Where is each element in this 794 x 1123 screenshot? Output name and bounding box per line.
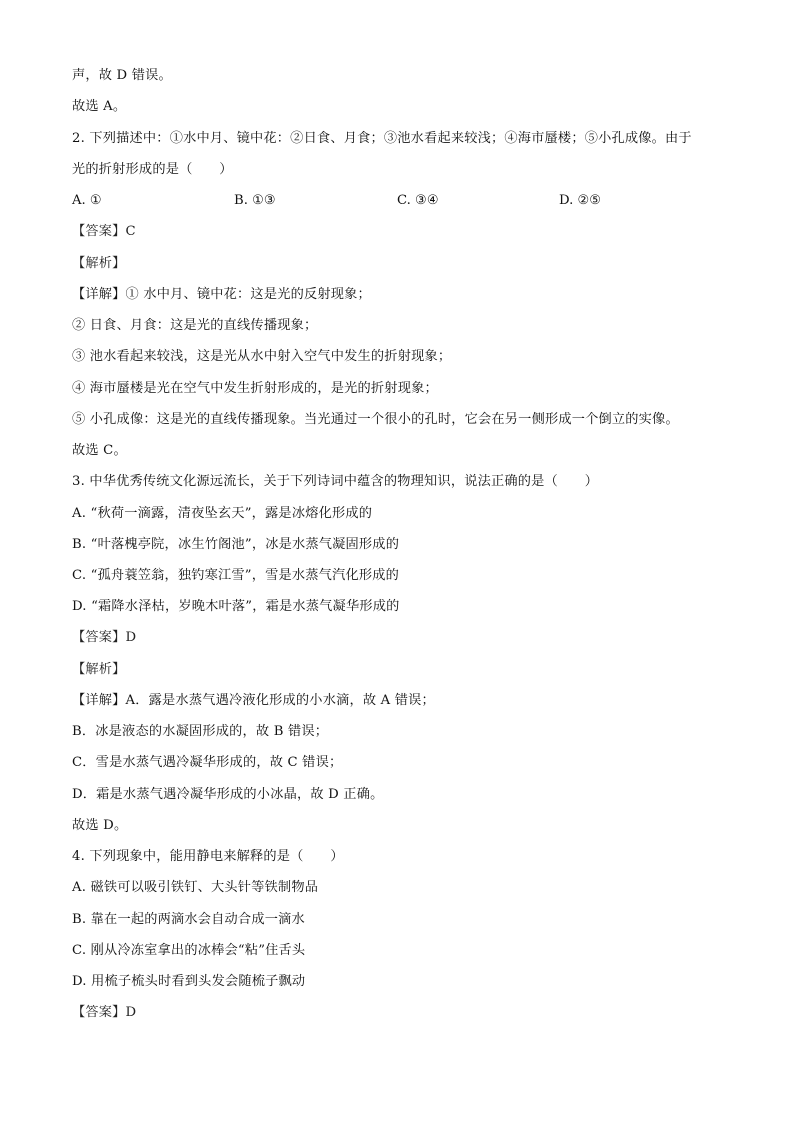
question-3-stem: 3. 中华优秀传统文化源远流长，关于下列诗词中蕴含的物理知识，说法正确的是（ ） — [72, 474, 599, 489]
question-2-option-d: D. ②⑤ — [559, 193, 602, 208]
question-4-option-d: D. 用梳子梳头时看到头发会随梳子飘动 — [72, 974, 306, 989]
question-3-analysis-label: 【解析】 — [72, 662, 126, 677]
question-3-choice: 故选 D。 — [72, 818, 128, 833]
question-2-options — [72, 191, 772, 211]
question-2-choice: 故选 C。 — [72, 443, 127, 458]
question-2-stem-line1: 2. 下列描述中：①水中月、镜中花：②日食、月食；③池水看起来较浅；④海市蜃楼；⑤小孔成像。由于 — [72, 131, 692, 146]
text-line-prev-conclusion: 声，故 D 错误。 — [72, 68, 172, 83]
text-line-prev-choice: 故选 A。 — [72, 99, 127, 114]
question-4-answer: 【答案】D — [72, 1005, 137, 1020]
question-2-detail-3: ③ 池水看起来较浅，这是光从水中射入空气中发生的折射现象； — [72, 349, 452, 364]
question-3-option-d: D. “霜降水泽枯，岁晚木叶落”，霜是水蒸气凝华形成的 — [72, 599, 400, 614]
question-2-option-b: B. ①③ — [234, 193, 276, 208]
question-4-option-b: B. 靠在一起的两滴水会自动合成一滴水 — [72, 912, 305, 927]
question-3-answer: 【答案】D — [72, 630, 137, 645]
question-2-detail-2: ② 日食、月食：这是光的直线传播现象； — [72, 318, 318, 333]
question-4-stem: 4. 下列现象中，能用静电来解释的是（ ） — [72, 849, 344, 864]
question-2-answer: 【答案】C — [72, 224, 136, 239]
question-2-stem-line2: 光的折射形成的是（ ） — [72, 162, 233, 177]
question-3-option-a: A. “秋荷一滴露，清夜坠玄天”，露是冰熔化形成的 — [72, 506, 373, 521]
question-3-detail-b: B．冰是液态的水凝固形成的，故 B 错误； — [72, 724, 329, 739]
question-2-option-a: A. ① — [72, 193, 102, 208]
question-3-detail-c: C．雪是水蒸气遇冷凝华形成的，故 C 错误； — [72, 755, 343, 770]
question-2-analysis-label: 【解析】 — [72, 256, 126, 271]
question-3-option-b: B. “叶落槐亭院，冰生竹阁池”，冰是水蒸气凝固形成的 — [72, 537, 400, 552]
question-2-detail-4: ④ 海市蜃楼是光在空气中发生折射形成的，是光的折射现象； — [72, 381, 438, 396]
question-2-option-c: C. ③④ — [397, 193, 439, 208]
question-4-option-a: A. 磁铁可以吸引铁钉、大头针等铁制物品 — [72, 880, 319, 895]
question-2-detail-5: ⑤ 小孔成像：这是光的直线传播现象。当光通过一个很小的孔时，它会在另一侧形成一个倒立的实像。 — [72, 412, 679, 427]
question-4-option-c: C. 刚从冷冻室拿出的冰棒会“粘”住舌头 — [72, 943, 306, 958]
question-3-detail-d: D．霜是水蒸气遇冷凝华形成的小冰晶，故 D 正确。 — [72, 787, 384, 802]
question-2-detail-1: 【详解】① 水中月、镜中花：这是光的反射现象； — [72, 287, 371, 302]
question-3-option-c: C. “孤舟蓑笠翁，独钓寒江雪”，雪是水蒸气汽化形成的 — [72, 568, 400, 583]
question-3-detail-a: 【详解】A．露是水蒸气遇冷液化形成的小水滴，故 A 错误； — [72, 693, 435, 708]
